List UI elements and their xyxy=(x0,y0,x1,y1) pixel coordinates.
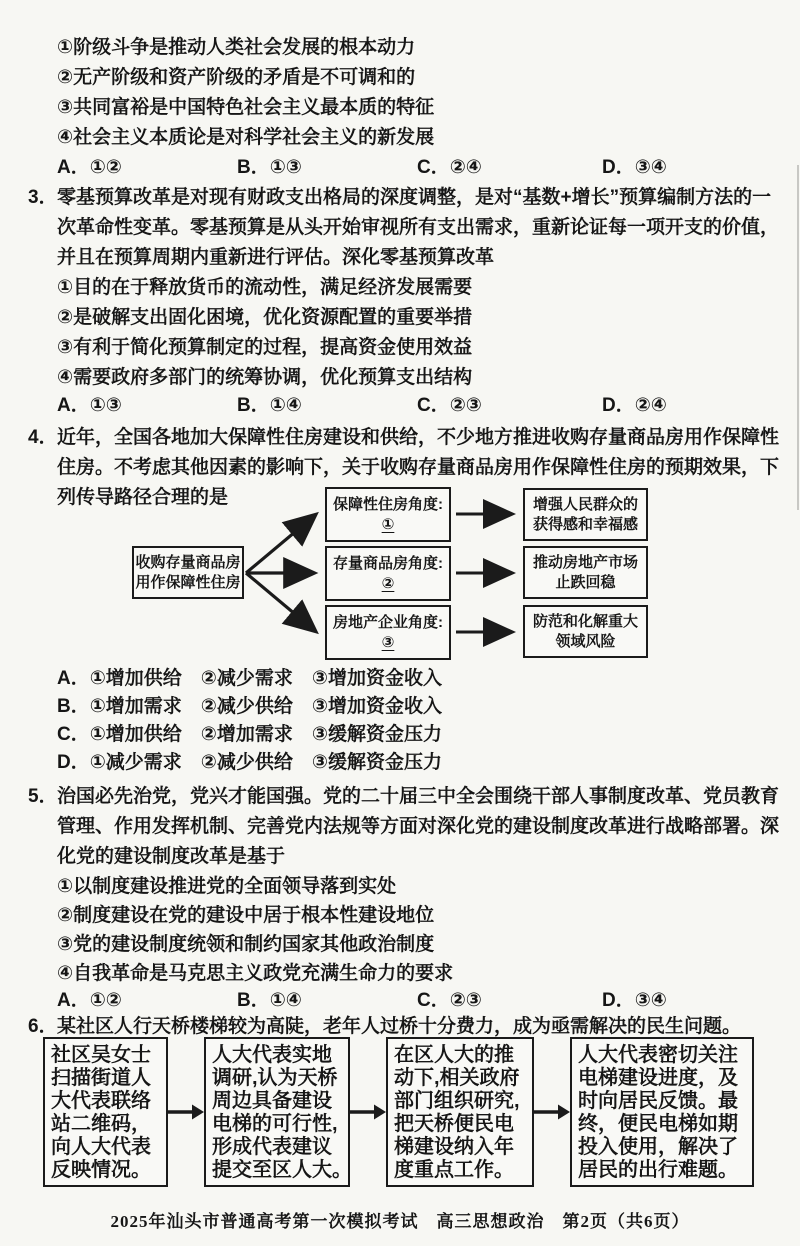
statement-line: ③共同富裕是中国特色社会主义最本质的特征 xyxy=(57,97,435,118)
question-3 xyxy=(0,183,800,419)
option-b: B．①④ xyxy=(237,395,302,416)
statement-line: ③党的建设制度统领和制约国家其他政治制度 xyxy=(57,934,435,955)
option-a: A．①增加供给 ②减少需求 ③增加资金收入 xyxy=(57,668,442,689)
question-2-block xyxy=(0,33,800,183)
option-d: D．②④ xyxy=(602,395,667,416)
question-stem: 某社区人行天桥楼梯较为高陡，老年人过桥十分费力，成为亟需解决的民生问题。 xyxy=(57,1016,742,1037)
angle-blank-number: ① xyxy=(381,515,395,533)
question-number: 4． xyxy=(28,427,58,448)
flow-arrow-icon xyxy=(534,1037,570,1187)
statement-line: ②无产阶级和资产阶级的矛盾是不可调和的 xyxy=(57,67,416,88)
flow-step-1: 社区吴女士 扫描街道人 大代表联络 站二维码， 向人大代表 反映情况。 xyxy=(43,1037,168,1187)
question-stem: 零基预算改革是对现有财政支出格局的深度调整，是对“基数+增长”预算编制方法的一 次革命性变革。零基预算是从头开始审视所有支出需求，重新论证每一项开支的价值， 并且在预算周期内重新进行评估。深化零基预算改革 xyxy=(57,187,780,268)
option-a: A．①③ xyxy=(57,395,122,416)
scan-artifact xyxy=(797,165,799,510)
diagram-source-box: 收购存量商品房 用作保障性住房 xyxy=(132,546,244,599)
flow-arrow-icon xyxy=(350,1037,386,1187)
option-d: D．③④ xyxy=(602,990,667,1011)
flow-step-2: 人大代表实地 调研,认为天桥 周边具备建设 电梯的可行性, 形成代表建议 提交至区人大。 xyxy=(204,1037,350,1187)
statement-line: ③有利于简化预算制定的过程，提高资金使用效益 xyxy=(57,337,473,358)
question-number: 6． xyxy=(28,1016,58,1037)
statement-line: ④社会主义本质论是对科学社会主义的新发展 xyxy=(57,127,435,148)
statement-line: ④自我革命是马克思主义政党充满生命力的要求 xyxy=(57,963,454,984)
q5-options-row xyxy=(0,988,800,1014)
option-b: B．①④ xyxy=(237,990,302,1011)
q6-process-flow xyxy=(43,1037,800,1187)
option-d: D．①减少需求 ②减少供给 ③缓解资金压力 xyxy=(57,752,442,773)
page-footer: 2025年汕头市普通高考第一次模拟考试 高三思想政治 第2页（共6页） xyxy=(110,1212,690,1231)
diagram-effect-box-3: 防范和化解重大 领域风险 xyxy=(523,605,648,658)
option-b: B．①③ xyxy=(237,157,302,178)
angle-blank-number: ② xyxy=(381,574,395,592)
statement-line: ②制度建设在党的建设中居于根本性建设地位 xyxy=(57,905,435,926)
flow-step-3: 在区人大的推 动下,相关政府 部门组织研究, 把天桥便民电 梯建设纳入年 度重点工作。 xyxy=(386,1037,534,1187)
angle-blank-number: ③ xyxy=(381,633,395,651)
option-d: D．③④ xyxy=(602,157,667,178)
diagram-angle-box-3 xyxy=(325,605,451,660)
diagram-effect-box-1: 增强人民群众的 获得感和幸福感 xyxy=(523,488,648,541)
q2-options-row xyxy=(0,153,800,183)
flow-arrow-icon xyxy=(168,1037,204,1187)
statement-line: ②是破解支出固化困境，优化资源配置的重要举措 xyxy=(57,307,473,328)
q3-options-row xyxy=(0,393,800,419)
question-6 xyxy=(0,1014,800,1187)
q4-transmission-diagram xyxy=(0,487,800,660)
option-c: C．②③ xyxy=(417,395,482,416)
question-stem: 治国必先治党，党兴才能国强。党的二十届三中全会围绕干部人事制度改革、党员教育 管理、作用发挥机制、完善党内法规等方面对深化党的建设制度改革进行战略部署。深 化党的建设制度改革是基于 xyxy=(57,786,780,867)
question-5 xyxy=(0,782,800,1014)
diagram-angle-box-2 xyxy=(325,546,451,601)
option-a: A．①② xyxy=(57,157,122,178)
option-c: C．①增加供给 ②增加需求 ③缓解资金压力 xyxy=(57,724,442,745)
diagram-effect-box-2: 推动房地产市场 止跌回稳 xyxy=(523,546,648,599)
question-stem: 近年，全国各地加大保障性住房建设和供给，不少地方推进收购存量商品房用作保障性 住房。不考虑其他因素的影响下，关于收购存量商品房用作保障性住房的预期效果，下 列传导路径合理的是 xyxy=(57,427,780,508)
question-number: 5． xyxy=(28,786,58,807)
statement-line: ④需要政府多部门的统筹协调，优化预算支出结构 xyxy=(57,367,473,388)
question-number: 3． xyxy=(28,187,58,208)
option-a: A．①② xyxy=(57,990,122,1011)
angle-label: 房地产企业角度: xyxy=(333,613,443,631)
statement-line: ①阶级斗争是推动人类社会发展的根本动力 xyxy=(57,37,416,58)
flow-step-4: 人大代表密切关注 电梯建设进度，及 时向居民反馈。最 终，便民电梯如期 投入使用，解决了 居民的出行难题。 xyxy=(570,1037,754,1187)
option-c: C．②④ xyxy=(417,157,482,178)
option-b: B．①增加需求 ②减少供给 ③增加资金收入 xyxy=(57,696,442,717)
angle-label: 保障性住房角度: xyxy=(333,495,443,513)
statement-line: ①目的在于释放货币的流动性，满足经济发展需要 xyxy=(57,277,473,298)
statement-line: ①以制度建设推进党的全面领导落到实处 xyxy=(57,876,397,897)
q4-options-list xyxy=(0,665,800,777)
question-4 xyxy=(0,423,800,777)
diagram-angle-box-1 xyxy=(325,487,451,542)
option-c: C．②③ xyxy=(417,990,482,1011)
angle-label: 存量商品房角度: xyxy=(333,554,443,572)
